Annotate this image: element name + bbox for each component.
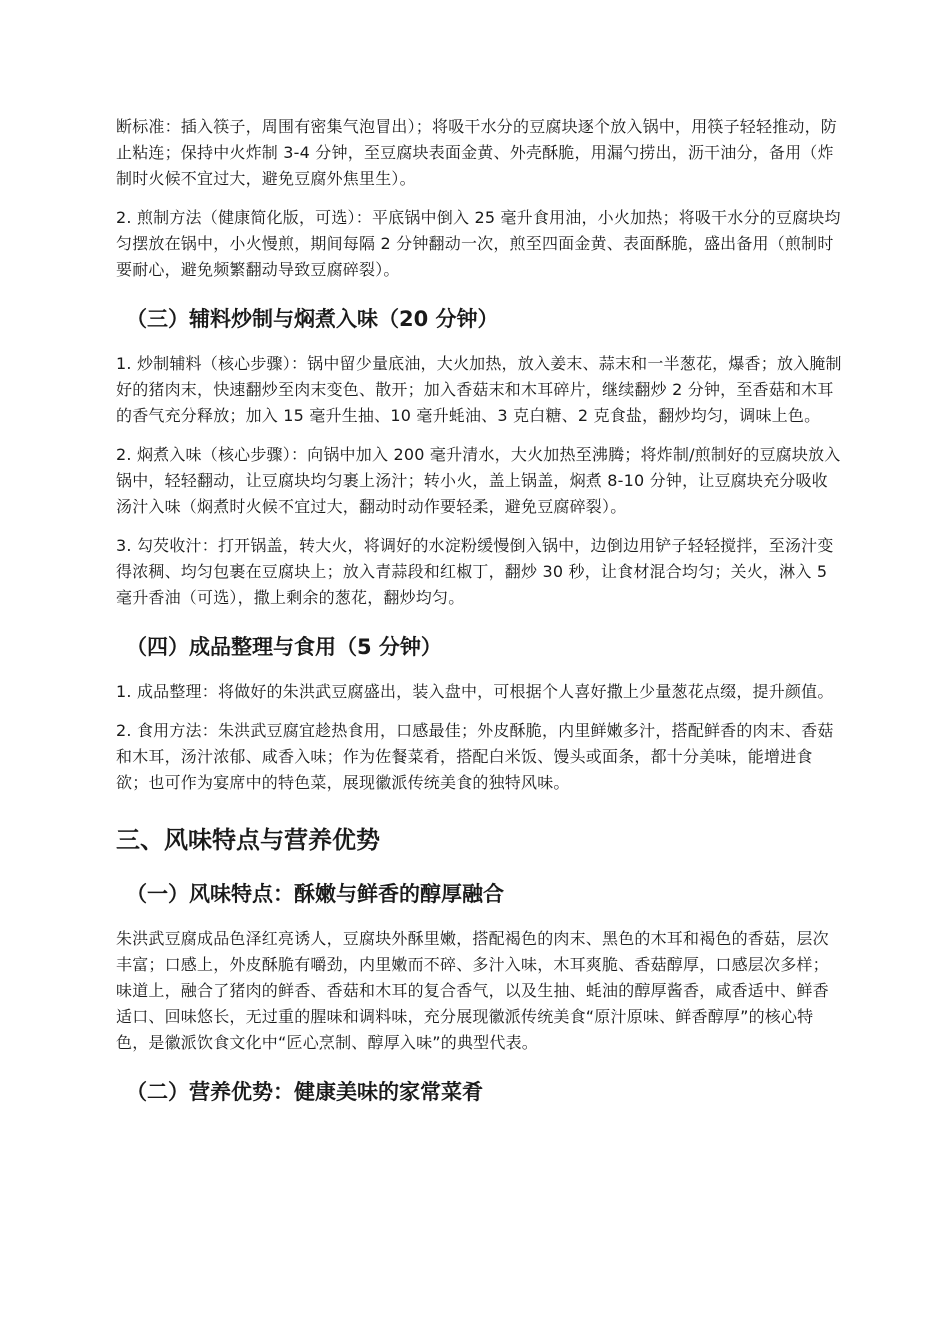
- section3-heading: 三、风味特点与营养优势: [116, 826, 380, 854]
- flavor-paragraph: 朱洪武豆腐成品色泽红亮诱人，豆腐块外酥里嫩，搭配褐色的肉末、黑色的木耳和褐色的香菇，层次丰富；口感上，外皮酥脆有嚼劲，内里嫩而不碎、多汁入味，木耳爽脆、香菇醇厚，口感层次多样；味道上，融合了猪肉的鲜香、香菇和木耳的复合香气，以及生抽、蚝油的醇厚酱香，咸香适中、鲜香适口、回味悠长，无过重的腥味和调料味，充分展现徽派传统美食“原汁原味、鲜香醇厚”的核心特色，是徽派饮食文化中“匠心烹制、醇厚入味”的典型代表。: [116, 929, 829, 1052]
- step4-item-serving: 2. 食用方法：朱洪武豆腐宜趁热食用，口感最佳；外皮酥脆，内里鲜嫩多汁，搭配鲜香的肉末、香菇和木耳，汤汁浓郁、咸香入味；作为佐餐菜肴，搭配白米饭、馒头或面条，都十分美味，能增进食欲；也可作为宴席中的特色菜，展现徽派传统美食的独特风味。: [116, 721, 834, 792]
- frying-continued-paragraph: 断标准：插入筷子，周围有密集气泡冒出）；将吸干水分的豆腐块逐个放入锅中，用筷子轻轻推动，防止粘连；保持中火炸制 3-4 分钟，至豆腐块表面金黄、外壳酥脆，用漏勺捞出，沥干油分，备用（炸制时火候不宜过大，避免豆腐外焦里生）。: [116, 117, 838, 188]
- step4-item-plating: 1. 成品整理：将做好的朱洪武豆腐盛出，装入盘中，可根据个人喜好撒上少量葱花点缀，提升颜值。: [116, 682, 834, 701]
- step4-heading: （四）成品整理与食用（5 分钟）: [126, 635, 442, 659]
- step3-heading: （三）辅料炒制与焖煮入味（20 分钟）: [126, 307, 499, 331]
- step3-item-stir-fry: 1. 炒制辅料（核心步骤）：锅中留少量底油，大火加热，放入姜末、蒜末和一半葱花，爆香；放入腌制好的猪肉末，快速翻炒至肉末变色、散开；加入香菇末和木耳碎片，继续翻炒 2 分钟，至香菇和木耳的香气充分释放；加入 15 毫升生抽、10 毫升蚝油、3 克白糖、2 克食盐，翻炒均匀，调味上色。: [116, 354, 842, 425]
- step3-item-braise: 2. 焖煮入味（核心步骤）：向锅中加入 200 毫升清水，大火加热至沸腾；将炸制/煎制好的豆腐块放入锅中，轻轻翻动，让豆腐块均匀裹上汤汁；转小火，盖上锅盖，焖煮 8-10 分钟，让豆腐块充分吸收汤汁入味（焖煮时火候不宜过大，翻动时动作要轻柔，避免豆腐碎裂）。: [116, 445, 841, 516]
- step3-item-thicken: 3. 勾芡收汁：打开锅盖，转大火，将调好的水淀粉缓慢倒入锅中，边倒边用铲子轻轻搅拌，至汤汁变得浓稠、均匀包裹在豆腐块上；放入青蒜段和红椒丁，翻炒 30 秒，让食材混合均匀；关火，淋入 5 毫升香油（可选），撒上剩余的葱花，翻炒均匀。: [116, 536, 834, 607]
- flavor-heading: （一）风味特点：酥嫩与鲜香的醇厚融合: [126, 882, 504, 906]
- pan-fry-paragraph: 2. 煎制方法（健康简化版，可选）：平底锅中倒入 25 毫升食用油，小火加热；将吸干水分的豆腐块均匀摆放在锅中，小火慢煎，期间每隔 2 分钟翻动一次，煎至四面金黄、表面酥脆，盛出备用（煎制时要耐心，避免频繁翻动导致豆腐碎裂）。: [116, 208, 841, 279]
- document-page: [116, 114, 842, 1124]
- nutrition-heading: （二）营养优势：健康美味的家常菜肴: [126, 1080, 483, 1104]
